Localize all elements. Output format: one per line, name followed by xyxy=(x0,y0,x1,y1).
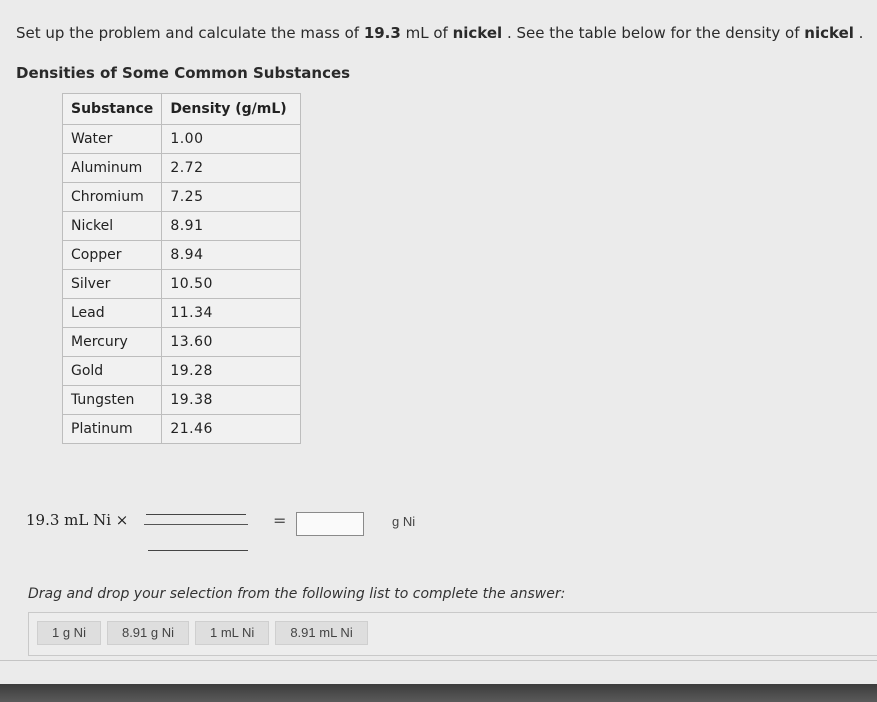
substance-cell: Chromium xyxy=(63,183,162,212)
prompt-part4: . xyxy=(853,24,864,42)
prompt-part1: Set up the problem and calculate the mass of xyxy=(16,24,364,42)
table-row xyxy=(63,183,301,212)
header-density: Density (g/mL) xyxy=(162,94,301,125)
prompt-substance: nickel xyxy=(452,24,503,42)
problem-prompt xyxy=(16,24,863,42)
density-cell: 8.94 xyxy=(162,241,301,270)
table-header-row xyxy=(63,94,301,125)
choice-8-91-g-ni[interactable]: 8.91 g Ni xyxy=(107,621,189,645)
numerator-drop-slot[interactable] xyxy=(146,514,246,515)
substance-cell: Tungsten xyxy=(63,386,162,415)
answer-input[interactable] xyxy=(296,512,364,536)
density-cell: 11.34 xyxy=(162,299,301,328)
substance-cell: Gold xyxy=(63,357,162,386)
drag-instruction: Drag and drop your selection from the following list to complete the answer: xyxy=(28,586,566,602)
table-row xyxy=(63,415,301,444)
substance-cell: Nickel xyxy=(63,212,162,241)
density-cell: 21.46 xyxy=(162,415,301,444)
density-table xyxy=(62,93,301,444)
prompt-part2: mL of xyxy=(400,24,453,42)
equation-given: 19.3 mL Ni × xyxy=(26,511,129,529)
choice-8-91-ml-ni[interactable]: 8.91 mL Ni xyxy=(275,621,367,645)
density-cell: 10.50 xyxy=(162,270,301,299)
substance-cell: Mercury xyxy=(63,328,162,357)
table-row xyxy=(63,154,301,183)
choice-1-g-ni[interactable]: 1 g Ni xyxy=(37,621,101,645)
prompt-substance2: nickel xyxy=(804,24,854,42)
choice-1-ml-ni[interactable]: 1 mL Ni xyxy=(195,621,269,645)
conversion-equation xyxy=(26,500,446,560)
divider xyxy=(0,660,877,661)
substance-cell: Platinum xyxy=(63,415,162,444)
table-row xyxy=(63,299,301,328)
density-cell: 7.25 xyxy=(162,183,301,212)
fraction-bar xyxy=(144,524,248,525)
table-row xyxy=(63,357,301,386)
density-cell: 19.38 xyxy=(162,386,301,415)
denominator-drop-slot[interactable] xyxy=(148,550,248,551)
substance-cell: Aluminum xyxy=(63,154,162,183)
density-cell: 8.91 xyxy=(162,212,301,241)
answer-unit: g Ni xyxy=(392,514,416,529)
table-title: Densities of Some Common Substances xyxy=(16,64,351,82)
choices-panel xyxy=(28,612,877,656)
substance-cell: Water xyxy=(63,125,162,154)
table-row xyxy=(63,212,301,241)
table-row xyxy=(63,386,301,415)
substance-cell: Copper xyxy=(63,241,162,270)
header-substance: Substance xyxy=(63,94,162,125)
table-row xyxy=(63,328,301,357)
density-cell: 13.60 xyxy=(162,328,301,357)
substance-cell: Silver xyxy=(63,270,162,299)
equals-sign: = xyxy=(273,511,287,530)
prompt-part3: . See the table below for the density of xyxy=(502,24,805,42)
table-row xyxy=(63,241,301,270)
density-cell: 2.72 xyxy=(162,154,301,183)
table-row xyxy=(63,125,301,154)
bottom-bar xyxy=(0,684,877,702)
prompt-volume: 19.3 xyxy=(363,24,401,42)
substance-cell: Lead xyxy=(63,299,162,328)
table-row xyxy=(63,270,301,299)
density-cell: 1.00 xyxy=(162,125,301,154)
density-cell: 19.28 xyxy=(162,357,301,386)
